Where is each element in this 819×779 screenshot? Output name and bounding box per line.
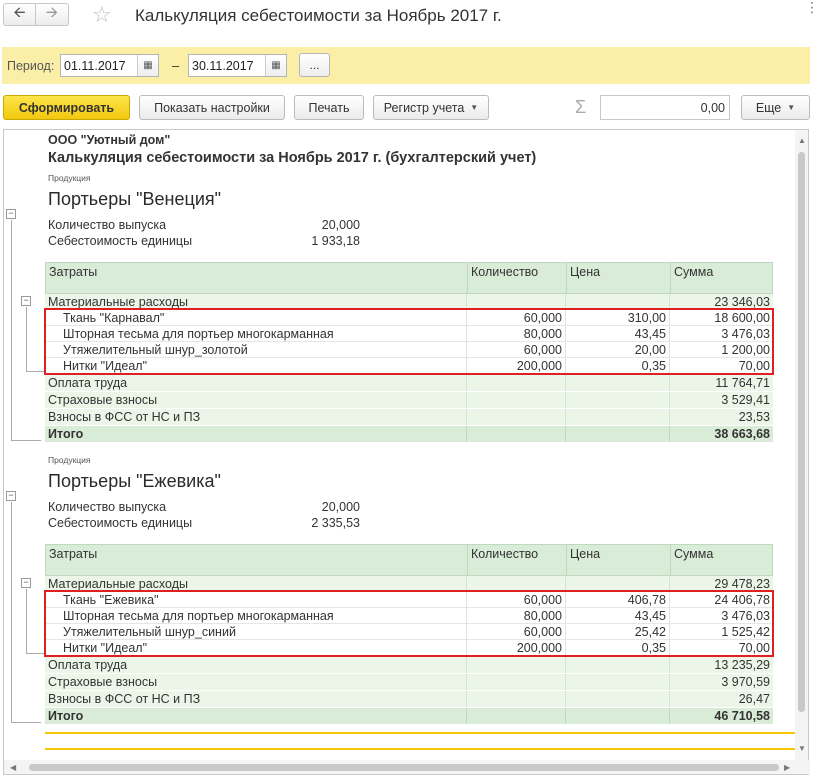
column-header: Сумма [670,545,774,575]
scroll-right-icon[interactable]: ▶ [784,763,791,772]
total-label: Итого [48,427,84,441]
item-qty: 60,000 [466,310,565,326]
table-header [45,544,773,576]
cost-label: Оплата труда [48,658,128,672]
table-row[interactable] [45,691,773,707]
unit-cost-value: 2 335,53 [311,516,360,530]
total-sum: 38 663,68 [669,426,773,442]
favorite-star-icon[interactable]: ☆ [92,2,112,27]
table-row[interactable] [45,576,773,592]
calendar-icon[interactable]: ▦ [137,55,158,76]
item-price: 43,45 [565,608,669,624]
more-button[interactable] [741,95,810,120]
cell-empty [466,409,565,425]
table-row[interactable] [45,657,773,673]
cost-label: Страховые взносы [48,675,158,689]
vertical-scrollbar[interactable] [795,130,808,760]
item-name: Шторная тесьма для портьер многокарманная [63,609,334,623]
column-header: Количество [467,545,566,575]
cost-sum: 13 235,29 [669,657,773,673]
period-panel [2,47,810,84]
item-name: Шторная тесьма для портьер многокарманная [63,327,334,341]
period-select-button[interactable]: ... [299,53,330,77]
total-row[interactable] [45,708,773,724]
item-sum: 3 476,03 [669,326,773,342]
table-row[interactable] [45,624,773,640]
table-row[interactable] [45,326,773,342]
cell-empty [565,426,669,442]
group-tree-line [26,653,44,654]
item-name: Утяжелительный шнур_синий [63,625,236,639]
item-price: 43,45 [565,326,669,342]
item-qty: 60,000 [466,624,565,640]
group-tree-line [11,220,12,440]
item-price: 20,00 [565,342,669,358]
cell-empty [466,691,565,707]
cost-sum: 11 764,71 [669,375,773,391]
item-name: Ткань "Ежевика" [63,593,159,607]
report-title: Калькуляция себестоимости за Ноябрь 2017 г. (бухгалтерский учет) [48,150,537,166]
cell-empty [466,392,565,408]
product-caption: Продукция [48,173,91,183]
column-header: Количество [467,263,566,293]
print-button[interactable]: Печать [294,95,364,120]
show-settings-button[interactable]: Показать настройки [139,95,285,120]
item-name: Утяжелительный шнур_золотой [63,343,248,357]
material-sum: 23 346,03 [669,294,773,310]
cell-empty [565,691,669,707]
cost-label: Взносы в ФСС от НС и ПЗ [48,410,201,424]
dropdown-caret-icon: ▼ [470,103,479,112]
total-label: Итого [48,709,84,723]
table-row[interactable] [45,375,773,391]
cost-sum: 23,53 [669,409,773,425]
product-caption: Продукция [48,455,91,465]
group-tree-line [26,589,27,653]
section-divider [45,748,795,750]
item-qty: 60,000 [466,592,565,608]
item-qty: 80,000 [466,608,565,624]
qty-value: 20,000 [321,500,360,514]
period-label: Период: [7,59,55,73]
item-sum: 70,00 [669,640,773,656]
period-to-field[interactable] [188,54,287,77]
cell-empty [565,392,669,408]
table-row[interactable] [45,358,773,374]
material-sum: 29 478,23 [669,576,773,592]
table-row[interactable] [45,310,773,326]
qty-label: Количество выпуска [48,218,167,232]
item-sum: 18 600,00 [669,310,773,326]
item-name: Нитки "Идеал" [63,641,148,655]
qty-value: 20,000 [321,218,360,232]
material-label: Материальные расходы [48,295,188,309]
table-row[interactable] [45,342,773,358]
group-tree-line [11,722,41,723]
dropdown-caret-icon: ▼ [787,103,796,112]
item-sum: 1 200,00 [669,342,773,358]
cell-empty [565,409,669,425]
material-label: Материальные расходы [48,577,188,591]
item-price: 0,35 [565,358,669,374]
item-qty: 60,000 [466,342,565,358]
item-price: 25,42 [565,624,669,640]
column-header: Цена [566,545,670,575]
cell-empty [466,576,565,592]
more-label: Еще [755,101,782,115]
title-bar [0,0,817,34]
table-row[interactable] [45,592,773,608]
table-header [45,262,773,294]
unit-cost-value: 1 933,18 [311,234,360,248]
horizontal-scrollbar[interactable] [4,760,810,774]
sum-icon: Σ [575,97,587,117]
table-row[interactable] [45,294,773,310]
total-sum: 46 710,58 [669,708,773,724]
forward-button[interactable] [36,3,69,26]
cell-empty [466,674,565,690]
group-tree-line [26,307,27,371]
product-name: Портьеры "Венеция" [48,189,222,209]
org-name: ООО "Уютный дом" [48,133,171,147]
item-sum: 3 476,03 [669,608,773,624]
table-row[interactable] [45,640,773,656]
column-header: Затраты [49,265,98,279]
collapse-group-icon[interactable]: − [21,296,31,306]
cost-label: Взносы в ФСС от НС и ПЗ [48,692,201,706]
cost-label: Оплата труда [48,376,128,390]
register-button[interactable] [373,95,489,120]
product-name: Портьеры "Ежевика" [48,471,221,491]
calendar-icon[interactable]: ▦ [265,55,286,76]
item-sum: 1 525,42 [669,624,773,640]
window-menu-icon[interactable]: ⋮ [805,0,819,15]
unit-cost-label: Себестоимость единицы [48,234,193,248]
cell-empty [466,657,565,673]
item-price: 0,35 [565,640,669,656]
period-to-value: 30.11.2017 [192,59,254,73]
group-tree-line [11,502,12,722]
vertical-scroll-thumb[interactable] [798,152,805,712]
qty-label: Количество выпуска [48,500,167,514]
period-from-field[interactable] [60,54,159,77]
item-qty: 200,000 [466,358,565,374]
cell-empty [565,708,669,724]
item-price: 310,00 [565,310,669,326]
cell-empty [466,708,565,724]
collapse-group-icon[interactable]: − [6,491,16,501]
generate-button[interactable]: Сформировать [3,95,130,120]
horizontal-scroll-thumb[interactable] [29,764,779,771]
unit-cost-label: Себестоимость единицы [48,516,193,530]
sum-field: 0,00 [600,95,730,120]
back-button[interactable] [3,3,36,26]
group-tree-line [26,371,44,372]
cell-empty [565,375,669,391]
scroll-up-icon[interactable]: ▲ [798,136,806,145]
item-sum: 70,00 [669,358,773,374]
table-row[interactable] [45,674,773,690]
cell-empty [466,294,565,310]
column-header: Сумма [670,263,774,293]
cell-empty [466,426,565,442]
collapse-group-icon[interactable]: − [6,209,16,219]
window-title: Калькуляция себестоимости за Ноябрь 2017 г. [135,6,502,25]
scroll-left-icon[interactable]: ◀ [10,763,17,772]
cost-label: Страховые взносы [48,393,158,407]
cell-empty [565,576,669,592]
cost-sum: 26,47 [669,691,773,707]
arrow-left-icon: 🡨 [13,4,26,21]
period-from-value: 01.11.2017 [64,59,126,73]
column-header: Затраты [49,547,98,561]
cell-empty [466,375,565,391]
cell-empty [565,294,669,310]
collapse-group-icon[interactable]: − [21,578,31,588]
total-row[interactable] [45,426,773,442]
item-name: Нитки "Идеал" [63,359,148,373]
column-header: Цена [566,263,670,293]
cost-sum: 3 529,41 [669,392,773,408]
period-separator: – [172,58,180,73]
cell-empty [565,674,669,690]
item-sum: 24 406,78 [669,592,773,608]
cost-sum: 3 970,59 [669,674,773,690]
group-tree-line [11,440,41,441]
report-area[interactable] [3,129,809,775]
cell-empty [565,657,669,673]
item-price: 406,78 [565,592,669,608]
item-qty: 200,000 [466,640,565,656]
register-label: Регистр учета [383,101,465,115]
table-row[interactable] [45,392,773,408]
item-qty: 80,000 [466,326,565,342]
table-row[interactable] [45,608,773,624]
section-divider [45,732,795,734]
table-row[interactable] [45,409,773,425]
item-name: Ткань "Карнавал" [63,311,165,325]
arrow-right-icon: 🡪 [45,4,59,21]
scroll-down-icon[interactable]: ▼ [798,744,806,753]
